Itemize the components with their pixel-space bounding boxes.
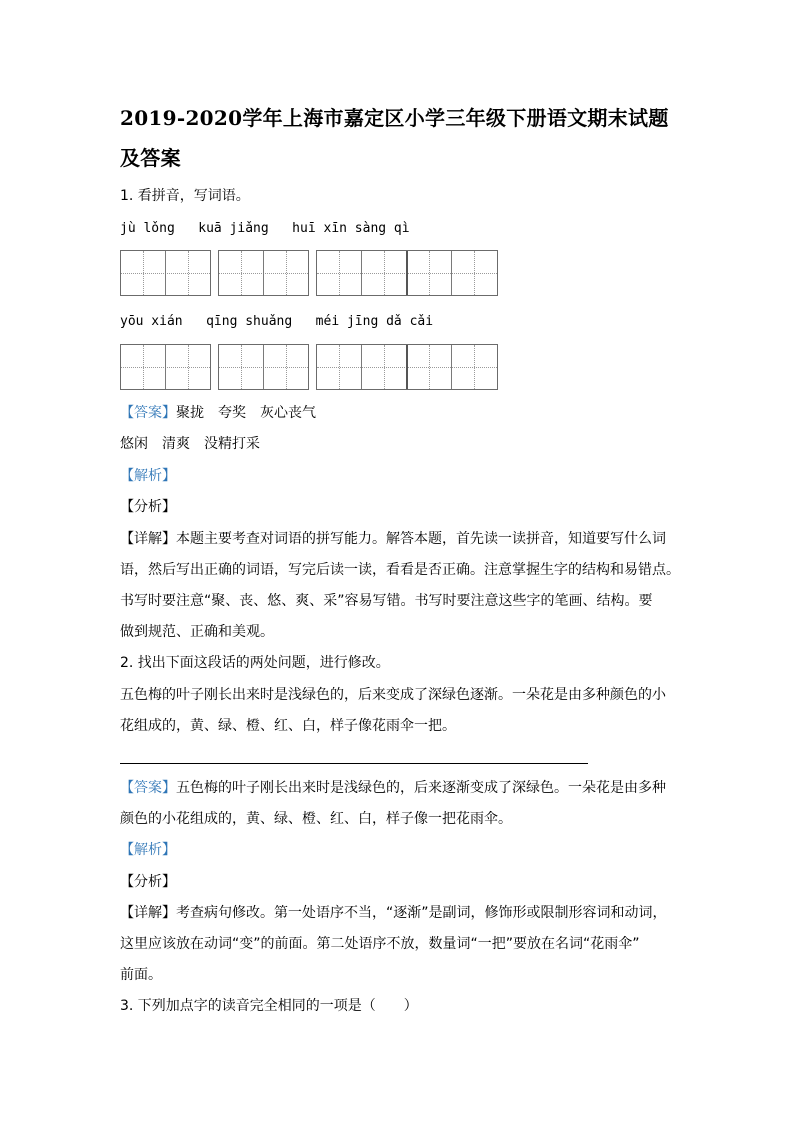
q2-detail-line3: 前面。 [120,967,162,983]
answer-label: 【答案】 [120,405,176,421]
q2-detail-line1 [120,903,667,923]
answer-text: 五色梅的叶子刚长出来时是浅绿色的，后来逐渐变成了深绿色。一朵花是由多种 [176,780,666,796]
writing-grid-2char[interactable] [120,250,211,296]
q1-detail-line3: 书写时要注意“聚、丧、悠、爽、采”容易写错。书写时要注意这些字的笔画、结构。要 [120,593,653,609]
answer-text: 聚拢 夸奖 灰心丧气 [176,405,316,421]
question-2-prompt: 2. 找出下面这段话的两处问题，进行修改。 [120,655,390,671]
q2-detail-line2: 这里应该放在动词“变”的前面。第二处语序不放，数量词“一把”要放在名词“花雨伞” [120,936,640,952]
question-1-prompt: 1. 看拼音，写词语。 [120,188,250,204]
q1-detail-line4: 做到规范、正确和美观。 [120,624,274,640]
q2-answer-line2: 颜色的小花组成的，黄、绿、橙、红、白，样子像一把花雨伞。 [120,811,512,827]
answer-label: 【答案】 [120,780,176,796]
question-3-prompt: 3. 下列加点字的读音完全相同的一项是（ ） [120,998,418,1014]
detail-text: 考查病句修改。第一处语序不当，“逐渐”是副词，修饰形或限制形容词和动词， [176,905,667,921]
writing-grid-2char[interactable] [218,344,309,390]
analysis-label: 【解析】 [120,842,176,858]
q1-detail-line2: 语，然后写出正确的词语，写完后读一读，看看是否正确。注意掌握生字的结构和易错点。 [120,562,680,578]
answer-blank-line[interactable] [120,763,588,764]
writing-grid-2char[interactable] [120,344,211,390]
q1-answer [120,403,316,423]
q1-detail-line1 [120,529,666,549]
fenxi-label: 【分析】 [120,874,176,890]
detail-label: 【详解】 [120,905,176,921]
pinyin-row-2: yōu xián qīng shuǎng méi jīng dǎ cǎi [120,314,434,329]
q2-passage-line2: 花组成的，黄、绿、橙、红、白，样子像花雨伞一把。 [120,718,456,734]
fenxi-label: 【分析】 [120,499,176,515]
writing-grid-4char[interactable] [316,344,498,390]
q2-answer [120,778,666,798]
analysis-label: 【解析】 [120,468,176,484]
detail-label: 【详解】 [120,531,176,547]
pinyin-row-1: jù lǒng kuā jiǎng huī xīn sàng qì [120,221,410,236]
q2-passage-line1: 五色梅的叶子刚长出来时是浅绿色的，后来变成了深绿色逐渐。一朵花是由多种颜色的小 [120,687,666,703]
writing-grid-4char[interactable] [316,250,498,296]
q1-answer-line2: 悠闲 清爽 没精打采 [120,436,260,452]
detail-text: 本题主要考查对词语的拼写能力。解答本题，首先读一读拼音，知道要写什么词 [176,531,666,547]
writing-grid-2char[interactable] [218,250,309,296]
document-title-line2: 及答案 [120,146,181,170]
document-title-line1: 2019-2020学年上海市嘉定区小学三年级下册语文期末试题 [120,106,669,130]
